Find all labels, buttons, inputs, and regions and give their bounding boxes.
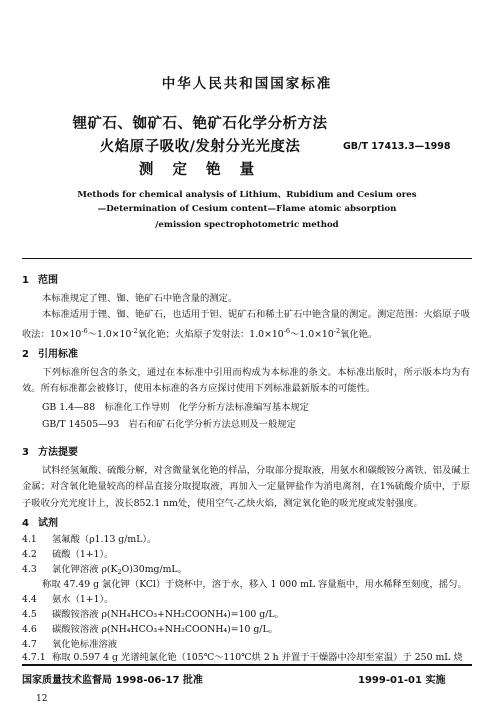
title-en-line2: —Determination of Cesium content—Flame atomic absorption: [97, 204, 397, 214]
section-1-heading: [22, 271, 58, 286]
section-number: 4: [22, 518, 29, 529]
section-2-heading: [22, 345, 78, 360]
reagent-4-1: 4.1 氢氟酸（ρ1.13 g/mL）。: [22, 534, 157, 545]
implementation-date: 1999-01-01 实施: [358, 675, 446, 686]
page-number: 12: [36, 694, 48, 704]
reagent-4-3-preparation: 称取 47.49 g 氯化钾（KCl）于烧杯中，溶于水，移入 1 000 mL 容量瓶中，用水稀释至刻度，摇匀。: [42, 579, 467, 590]
title-cn-line2: 火焰原子吸收/发射分光光度法: [99, 139, 301, 155]
header-divider: [22, 258, 472, 259]
reagent-4-3: 4.3 氯化钾溶液 $\rho(K_2O)30mg/mL$。: [22, 564, 187, 576]
standard-number: GB/T 17413.3—1998: [343, 141, 451, 152]
section-title: 范围: [38, 275, 58, 286]
title-cn-line3: 测 定 铯 量: [138, 162, 262, 178]
reagent-4-6: 4.6 碳酸铵溶液 ρ(NH₄HCO₃+NH₂COONH₄)=10 g/L。: [22, 624, 278, 635]
title-cn-line1: 锂矿石、铷矿石、铯矿石化学分析方法: [72, 116, 328, 132]
section-4-heading: [22, 514, 58, 529]
section-title: 试剂: [38, 518, 58, 529]
title-en-line1: Methods for chemical analysis of Lithium、Rubidium and Cesium ores: [77, 190, 417, 200]
reagent-4-7: 4.7 氧化铯标准溶液: [22, 639, 118, 650]
section-number: 1: [22, 275, 29, 286]
approval-info: 国家质量技术监督局 1998-06-17 批准: [22, 675, 203, 686]
national-standard-heading: 中华人民共和国国家标准: [161, 76, 333, 92]
title-en-line3: /emission spectrophotometric method: [155, 220, 339, 230]
section-number: 2: [22, 349, 29, 360]
section-3-paragraph: 试料经氢氟酸、硫酸分解，对含微量氧化铯的样品，分取部分提取液，用氨水和碳酸铵分离铁、铝及碱土金属；对含氧化铯量较高的样品直接分取提取液，再加入一定量钾盐作为消电离剂，在1%硫酸介质中，于原子吸收分光光度计上，波长852.1 nm处，使用空气-乙炔火焰，测定氧化铯的吸光度或发射强度。: [22, 465, 470, 509]
section-2-paragraph: 下列标准所包含的条文，通过在本标准中引用而构成为本标准的条文。本标准出版时，所示版本均为有效。所有标准都会被修订，使用本标准的各方应探讨使用下列标准最新版本的可能性。: [22, 367, 470, 395]
section-1-paragraph-2: 本标准适用于锂、铷、铯矿石，也适用于钽、铌矿石和稀土矿石中铯含量的测定。测定范围：火焰原子吸收法：$10\times 10^{-6}\sim 1.0\times 10^{-2}$氧化铯；火焰原子发射法：$1.0\times 10^{-6}\sim 1.0\times 10^{-2}$氧化铯。: [22, 309, 470, 341]
section-title: 引用标准: [38, 349, 78, 360]
reagent-4-5: 4.5 碳酸铵溶液 ρ(NH₄HCO₃+NH₂COONH₄)=100 g/L。: [22, 609, 284, 620]
section-title: 方法提要: [38, 447, 78, 458]
section-1-paragraph-1: 本标准规定了锂、铷、铯矿石中铯含量的测定。: [42, 293, 238, 304]
reference-gb-t-14505: GB/T 14505—93 岩石和矿石化学分析方法总则及一般规定: [42, 419, 296, 430]
section-3-heading: [22, 443, 78, 458]
reagent-4-7-1-line: 4.7.1 称取 0.597 4 g 光谱纯氯化铯（105℃～110℃烘 2 h 并置于干燥器中冷却至室温）于 250 mL 烧: [22, 652, 463, 663]
reagent-4-4: 4.4 氨水（1+1）。: [22, 594, 114, 605]
reference-gb-1-4: GB 1.4—88 标准化工作导则 化学分析方法标准编写基本规定: [42, 402, 309, 413]
reagent-4-2: 4.2 硫酸（1+1）。: [22, 549, 114, 560]
footer-divider: [22, 664, 472, 666]
section-number: 3: [22, 447, 29, 458]
